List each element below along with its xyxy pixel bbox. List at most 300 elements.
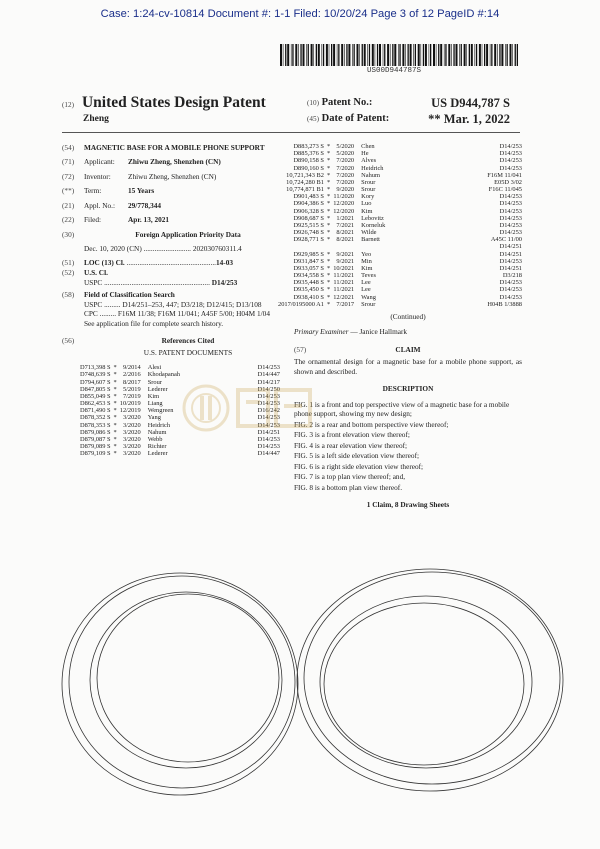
figure-descriptions — [294, 400, 522, 492]
ref-date: 3/2020 — [122, 450, 141, 458]
ref-number: D934,558 S — [293, 272, 324, 280]
ref-class: D14/253 — [499, 150, 522, 158]
field-label: Appl. No.: — [84, 200, 116, 210]
claim-heading: CLAIM — [395, 344, 421, 354]
reference-row — [278, 301, 522, 308]
ref-inventor: Yang — [147, 414, 161, 422]
ref-inventor: Alves — [361, 157, 377, 165]
ref-inventor: Srour — [361, 186, 376, 194]
reference-row — [278, 294, 522, 301]
field-value: Apr. 13, 2021 — [128, 215, 170, 225]
ref-star: * — [326, 164, 331, 172]
date-of-patent-row — [307, 113, 389, 124]
ref-inventor: Srour — [147, 378, 162, 386]
ref-star: * — [113, 364, 117, 372]
field-label: Inventor: — [84, 171, 111, 181]
ref-date: 3/2020 — [122, 414, 141, 422]
references-table-right — [278, 143, 522, 308]
ref-number: D929,985 S — [293, 250, 324, 258]
field-row — [62, 143, 292, 152]
ref-star: * — [113, 407, 117, 415]
ref-number: D890,160 S — [293, 164, 324, 172]
ref-inventor: Srour — [361, 178, 376, 186]
patent-no-code: (10) — [307, 99, 319, 107]
ref-number: D879,086 S — [80, 428, 111, 436]
ref-number — [278, 243, 324, 250]
ref-date: 12/2020 — [333, 207, 355, 215]
figure-text: is a front elevation view thereof; — [313, 430, 410, 440]
loc-label: LOC (13) Cl. — [84, 257, 125, 267]
date-label: Date of Patent: — [321, 113, 390, 124]
ref-date: 7/2020 — [336, 164, 355, 172]
ref-number: D879,087 S — [80, 435, 111, 443]
ref-star: * — [326, 236, 331, 244]
inventor-surname: Zheng — [83, 114, 109, 124]
priority-field — [62, 230, 292, 239]
ref-date: 10/2019 — [119, 400, 141, 408]
ref-date: 7/2017 — [336, 300, 355, 308]
ref-star: * — [113, 400, 117, 408]
ref-star: * — [113, 435, 117, 443]
ref-date — [333, 243, 358, 250]
ref-number: D879,089 S — [80, 443, 111, 451]
ref-class: D14/253 — [257, 443, 280, 451]
ref-number: 10,724,280 B1 — [286, 178, 324, 186]
patent-title-block — [62, 94, 266, 112]
field-value: Zhiwu Zheng, Shenzhen (CN) — [128, 157, 221, 167]
ref-date: 11/2021 — [333, 272, 355, 280]
reference-row — [278, 279, 522, 286]
ref-inventor: Chen — [361, 143, 375, 150]
loc-dots: ................................................. — [124, 257, 216, 267]
examiner-label: Primary Examiner — [294, 327, 349, 337]
ref-number: D713,398 S — [80, 364, 111, 372]
priority-entry: Dec. 10, 2020 (CN) .......................... 202030760311.4 — [84, 244, 242, 254]
field-code: (21) — [62, 200, 75, 210]
ref-inventor: Wang — [361, 293, 376, 301]
figure-description — [294, 400, 522, 419]
ref-inventor: Kim — [147, 392, 160, 400]
field-row — [62, 186, 292, 195]
ref-star: * — [326, 171, 331, 179]
ref-inventor: Korneluk — [361, 221, 386, 229]
date-code: (45) — [307, 115, 319, 123]
ref-star: * — [326, 221, 331, 229]
ref-class: D16/242 — [257, 407, 280, 415]
field-label: Applicant: — [84, 157, 115, 167]
ref-inventor: Kim — [361, 207, 373, 215]
references-field — [62, 336, 292, 345]
figure-label: FIG. 8 — [294, 482, 314, 492]
header-divider — [62, 132, 520, 133]
field-row — [62, 157, 292, 166]
court-filing-header: Case: 1:24-cv-10814 Document #: 1-1 Filed: 10/20/24 Page 3 of 12 PageID #:14 — [100, 8, 500, 20]
ref-date: 5/2019 — [122, 385, 141, 393]
ref-date: 9/2014 — [122, 364, 141, 372]
ref-star: * — [326, 250, 331, 258]
field-code: (**) — [62, 186, 75, 196]
ref-date: 9/2020 — [336, 186, 355, 194]
ref-star: * — [326, 300, 331, 308]
us-cl-code: (52) — [62, 268, 75, 278]
ref-number: D890,158 S — [293, 157, 324, 165]
ref-star: * — [326, 157, 331, 165]
right-column — [278, 143, 522, 510]
ref-star: * — [113, 414, 117, 422]
date-of-patent-value — [428, 112, 510, 127]
ref-class: D14/253 — [257, 414, 280, 422]
ref-class: F16C 11/045 — [488, 186, 522, 194]
reference-row — [278, 251, 522, 258]
ref-number: D904,386 S — [293, 200, 324, 208]
ref-inventor: Lebovitz — [361, 214, 384, 222]
ref-date: 3/2020 — [122, 435, 141, 443]
reference-row — [278, 258, 522, 265]
field-value: MAGNETIC BASE FOR A MOBILE PHONE SUPPORT — [84, 143, 265, 152]
ref-class: D14/253 — [499, 214, 522, 222]
figure-left-ring — [62, 573, 298, 795]
watermark-logo-image — [180, 378, 320, 438]
ref-class: D14/253 — [499, 200, 522, 208]
reference-row — [278, 265, 522, 272]
classification-heading: Field of Classification Search — [84, 290, 175, 300]
reference-row — [278, 143, 522, 150]
ref-star: * — [113, 385, 117, 393]
ref-star: * — [326, 257, 331, 265]
claim-code: (57) — [294, 344, 307, 354]
ref-class: H04B 1/3888 — [487, 300, 522, 308]
reference-row — [278, 200, 522, 207]
ref-inventor: Srour — [361, 300, 376, 308]
ref-class: D14/251 — [257, 428, 280, 436]
us-cl-label: U.S. Cl. — [84, 268, 108, 278]
ref-date: 8/2021 — [336, 229, 355, 237]
ref-inventor: Richter — [147, 443, 167, 451]
ref-class: D14/253 — [499, 221, 522, 229]
ref-number: 10,721,343 B2 — [286, 171, 324, 179]
ref-inventor: Alesi — [147, 364, 162, 372]
ref-inventor: Nahum — [147, 428, 167, 436]
ref-star: * — [326, 229, 331, 237]
figure-text: is a rear and bottom perspective view thereof; — [313, 419, 449, 429]
figure-description — [294, 420, 522, 429]
ref-class: A45C 11/00 — [490, 236, 522, 244]
ref-date: 12/2020 — [333, 200, 355, 208]
ref-inventor: Lederer — [147, 385, 168, 393]
date-value: Mar. 1, 2022 — [443, 112, 510, 126]
ref-star: * — [113, 392, 117, 400]
field-row — [62, 215, 292, 224]
references-continued: (Continued) — [390, 311, 426, 321]
ref-inventor: Liang — [147, 400, 163, 408]
loc-field — [62, 258, 292, 267]
ref-inventor: Wengreen — [147, 407, 174, 415]
ref-class: D14/251 — [499, 243, 522, 251]
field-code: (71) — [62, 157, 75, 167]
field-value: Zhiwu Zheng, Shenzhen (CN) — [128, 171, 217, 181]
ref-class: D14/253 — [499, 157, 522, 165]
ref-number: D878,352 S — [80, 414, 111, 422]
field-row — [62, 172, 292, 181]
figure-text: is a bottom plan view thereof. — [313, 482, 403, 492]
ref-class: D14/447 — [257, 450, 280, 458]
classification-uspc: USPC ......... D14/251–253, 447; D3/218; D12/415; D13/108 — [84, 299, 262, 309]
classification-field — [62, 290, 292, 299]
ref-number: 2017/0195000 A1 — [278, 300, 324, 308]
ref-number: D855,049 S — [80, 392, 111, 400]
ref-class: D14/253 — [499, 143, 522, 150]
date-marker: ** — [428, 112, 441, 126]
figure-text: is a right side elevation view thereof; — [313, 461, 424, 471]
ref-inventor: Nahum — [361, 171, 380, 179]
ref-class: D14/253 — [257, 400, 280, 408]
ref-date: 7/2019 — [122, 392, 141, 400]
ref-number: 10,774,871 B1 — [286, 186, 324, 194]
ref-number: D847,805 S — [80, 385, 111, 393]
ref-number: D906,328 S — [293, 207, 324, 215]
figure-description — [294, 472, 522, 481]
figure-label: FIG. 4 — [294, 440, 314, 450]
ref-date: 11/2021 — [333, 279, 355, 287]
ref-number: D928,771 S — [293, 236, 324, 244]
ref-class: D14/447 — [257, 371, 280, 379]
ref-star: * — [326, 279, 331, 287]
reference-row — [278, 186, 522, 193]
ref-star: * — [326, 150, 331, 158]
reference-row — [278, 150, 522, 157]
ref-star: * — [326, 178, 331, 186]
ref-inventor: Lee — [361, 286, 371, 294]
ref-number: D935,450 S — [293, 286, 324, 294]
references-code: (56) — [62, 336, 75, 346]
ref-number: D925,515 S — [293, 221, 324, 229]
ref-date: 5/2020 — [336, 150, 355, 158]
figure-label: FIG. 1 — [294, 399, 314, 409]
reference-row — [278, 208, 522, 215]
ref-class: D14/253 — [257, 364, 280, 372]
reference-row — [278, 179, 522, 186]
ref-star: * — [326, 186, 331, 194]
ref-number: D933,057 S — [293, 264, 324, 272]
ref-number: D862,453 S — [80, 400, 111, 408]
us-cl-dots: .......................................................... — [102, 277, 212, 287]
ref-class: D14/253 — [499, 164, 522, 172]
primary-examiner — [294, 327, 522, 336]
ref-class: D14/253 — [499, 229, 522, 237]
ref-inventor: Khodapanah — [147, 371, 180, 379]
field-label: Filed: — [84, 215, 102, 225]
ref-inventor: Heidrich — [361, 164, 384, 172]
ref-class: F16M 11/041 — [487, 171, 522, 179]
ref-class: D14/251 — [499, 264, 522, 272]
figure-text: is a front and top perspective view of a magnetic base for a mobile phone support, showing my new design; — [294, 399, 510, 419]
classification-note: See application file for complete search history. — [84, 318, 224, 328]
ref-inventor — [358, 243, 487, 250]
ref-inventor: Lee — [361, 279, 371, 287]
figure-label: FIG. 7 — [294, 472, 314, 482]
ref-inventor: Yeo — [361, 250, 372, 258]
ref-inventor: Teves — [361, 272, 376, 280]
ref-star: * — [326, 272, 331, 280]
ref-date: 3/2020 — [122, 428, 141, 436]
claim-text: The ornamental design for a magnetic base for a mobile phone support, as shown and described. — [294, 357, 522, 376]
ref-star: * — [113, 443, 117, 451]
patent-title: United States Design Patent — [81, 94, 266, 111]
ref-star: * — [326, 193, 331, 201]
patent-number-value: US D944,787 S — [431, 96, 510, 110]
ref-date: 7/2020 — [336, 157, 355, 165]
ref-star: * — [326, 200, 331, 208]
reference-row — [80, 364, 280, 371]
ref-star: * — [326, 293, 331, 301]
figure-label: FIG. 3 — [294, 430, 314, 440]
classification-code: (58) — [62, 290, 75, 300]
ref-number: D871,490 S — [80, 407, 111, 415]
bibliographic-fields — [62, 143, 292, 225]
ref-number: D748,639 S — [80, 371, 111, 379]
us-cl-uspc — [84, 278, 292, 287]
examiner-name: — Janice Hallmark — [350, 327, 408, 337]
ref-date: 8/2021 — [336, 236, 355, 244]
figure-description — [294, 441, 522, 450]
ref-inventor: Kory — [361, 193, 375, 201]
field-code: (22) — [62, 215, 75, 225]
ref-number: D901,483 S — [293, 193, 324, 201]
ref-inventor: Heidrich — [147, 421, 171, 429]
reference-row — [80, 443, 280, 450]
ref-date: 11/2021 — [333, 286, 355, 294]
figure-text: is a top plan view thereof; and, — [313, 472, 406, 482]
figure-right-ring — [297, 569, 563, 791]
reference-row — [278, 157, 522, 164]
ref-class: D14/253 — [499, 286, 522, 294]
reference-row — [278, 222, 522, 229]
ref-inventor: He — [361, 150, 369, 158]
reference-row — [278, 243, 522, 250]
figure-description — [294, 462, 522, 471]
field-code: (54) — [62, 143, 75, 152]
ref-class: D14/253 — [257, 392, 280, 400]
reference-row — [278, 215, 522, 222]
ref-date: 9/2021 — [336, 250, 355, 258]
ref-class: D14/253 — [257, 421, 280, 429]
ref-number: D931,847 S — [293, 257, 324, 265]
ref-number: D878,353 S — [80, 421, 111, 429]
reference-row — [278, 229, 522, 236]
reference-row — [278, 272, 522, 279]
loc-code: (51) — [62, 257, 75, 267]
reference-row — [278, 236, 522, 243]
ref-number: D938,410 S — [293, 293, 324, 301]
us-cl-value: D14/253 — [211, 277, 238, 287]
classification-cpc: CPC ......... F16M 11/38; F16M 11/041; A45F 5/00; H04M 1/04 — [84, 309, 270, 319]
reference-row — [278, 193, 522, 200]
ref-date: 12/2019 — [119, 407, 141, 415]
ref-date: 3/2020 — [122, 443, 141, 451]
figure-label: FIG. 5 — [294, 451, 314, 461]
ref-class: D14/251 — [499, 250, 522, 258]
ref-number: D794,607 S — [80, 378, 111, 386]
ref-class: D14/253 — [499, 207, 522, 215]
claims-summary: 1 Claim, 8 Drawing Sheets — [366, 500, 450, 510]
ref-inventor: Kim — [361, 264, 373, 272]
ref-date: 10/2021 — [333, 264, 355, 272]
ref-star: * — [326, 264, 331, 272]
ref-date: 12/2021 — [333, 293, 355, 301]
ref-number: D908,687 S — [293, 214, 324, 222]
priority-code: (30) — [62, 229, 75, 239]
ref-number: D883,273 S — [293, 143, 324, 150]
field-label: Term: — [84, 186, 102, 196]
ref-date: 3/2020 — [122, 421, 141, 429]
us-cl-sub: USPC — [84, 277, 103, 287]
field-value: 15 Years — [128, 186, 155, 196]
description-heading: DESCRIPTION — [382, 384, 434, 394]
claim-field — [294, 345, 522, 354]
ref-date: 7/2020 — [336, 178, 355, 186]
ref-class: D14/253 — [499, 257, 522, 265]
design-drawing-figure — [48, 560, 578, 810]
ref-class: D14/217 — [257, 378, 280, 386]
ref-star — [324, 243, 333, 250]
reference-row — [80, 450, 280, 457]
ref-date: 5/2020 — [336, 143, 355, 150]
ref-star: * — [326, 143, 331, 150]
reference-row — [278, 165, 522, 172]
ref-class: D14/253 — [499, 193, 522, 201]
figure-text: is a left side elevation view thereof; — [313, 451, 420, 461]
ref-star: * — [326, 286, 331, 294]
ref-class: D3/218 — [502, 272, 522, 280]
ref-date: 8/2017 — [122, 378, 141, 386]
figure-description — [294, 483, 522, 492]
ref-star: * — [113, 421, 117, 429]
ref-inventor: Min — [361, 257, 372, 265]
ref-inventor: Barnett — [361, 236, 380, 244]
ref-inventor: Lederer — [147, 450, 168, 458]
ref-date: 7/2021 — [336, 221, 355, 229]
barcode-number: US00D944787S — [367, 67, 422, 75]
ref-number: D935,448 S — [293, 279, 324, 287]
ref-inventor: Webb — [147, 435, 163, 443]
ref-date: 1/2021 — [336, 214, 355, 222]
references-heading: References Cited — [161, 336, 215, 346]
ref-date: 7/2020 — [336, 171, 355, 179]
field-code: (72) — [62, 171, 75, 181]
priority-heading: Foreign Application Priority Data — [135, 229, 241, 239]
reference-row — [278, 172, 522, 179]
ref-date: 9/2021 — [336, 257, 355, 265]
ref-class: D14/253 — [499, 293, 522, 301]
ref-star: * — [326, 207, 331, 215]
ref-class: D14/250 — [257, 385, 280, 393]
patent-no-label: Patent No.: — [321, 97, 373, 108]
reference-row — [278, 286, 522, 293]
figure-description — [294, 451, 522, 460]
ref-inventor: Luo — [361, 200, 372, 208]
references-subheading: U.S. PATENT DOCUMENTS — [143, 347, 233, 357]
patent-number-row — [307, 97, 372, 108]
field-row — [62, 201, 292, 210]
figure-label: FIG. 6 — [294, 461, 314, 471]
ref-date: 2/2016 — [122, 371, 141, 379]
ref-number: D879,109 S — [80, 450, 111, 458]
ref-date: 11/2020 — [333, 193, 355, 201]
ref-star: * — [113, 371, 117, 379]
ref-star: * — [326, 214, 331, 222]
ref-inventor: Wilde — [361, 229, 377, 237]
ref-star: * — [113, 450, 117, 458]
